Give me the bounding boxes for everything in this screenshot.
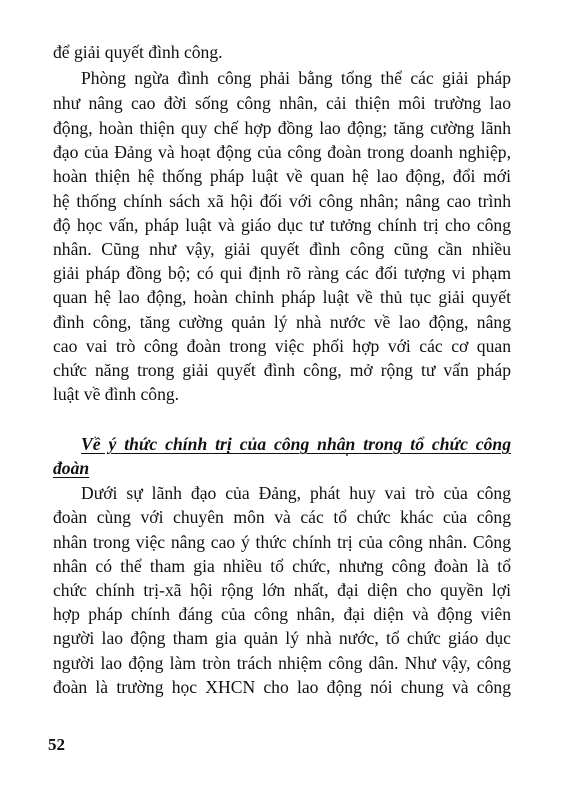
print-speck [346, 454, 348, 456]
text-line: như nâng cao đời sống công nhân, cải thiện môi trường lao [53, 93, 511, 113]
text-line: đình công, tăng cường quản lý nhà nước về lao động, nâng [53, 312, 511, 332]
text-line: hợp pháp chính đáng của công nhân, đại diện và động viên [53, 604, 511, 624]
paragraph-first-line: Phòng ngừa đình công phải bằng tổng thể các giải pháp [81, 68, 511, 88]
text-line: đạo của Đảng và hoạt động của công đoàn trong doanh nghiệp, [53, 142, 511, 162]
text-line: nhân. Cũng như vậy, giải quyết đình công cũng cần nhiều [53, 239, 511, 259]
text-line: luật về đình công. [53, 384, 180, 404]
section-heading-continuation: đoàn [53, 458, 90, 478]
text-line: giải pháp đồng bộ; có qui định rõ ràng các đối tượng vi phạm [53, 263, 511, 283]
text-line: để giải quyết đình công. [53, 42, 223, 62]
text-line: hoàn thiện hệ thống pháp luật về quan hệ lao động, đổi mới [53, 166, 511, 186]
text-line: chức chính trị-xã hội rộng lớn nhất, đại diện cho quyền lợi [53, 580, 511, 600]
text-line: chức năng trong giải quyết đình công, mở rộng tư vấn pháp [53, 360, 511, 380]
page-number: 52 [48, 735, 65, 754]
text-line: đoàn cùng với chuyên môn và các tổ chức khác của công [53, 507, 511, 527]
text-line: hệ thống chính sách xã hội đối với công nhân; nâng cao trình [53, 191, 511, 211]
text-line: người lao động tham gia quản lý nhà nước, tổ chức giáo dục [53, 628, 511, 648]
paragraph-first-line: Dưới sự lãnh đạo của Đảng, phát huy vai trò của công [81, 483, 511, 503]
text-line: đoàn là trường học XHCN cho lao động nói chung và công [53, 677, 511, 697]
text-line: nhân trong việc nâng cao ý thức chính trị của công nhân. Công [53, 532, 511, 552]
section-heading: Về ý thức chính trị của công nhân trong tổ chức công [81, 434, 511, 454]
text-line: cao vai trò công đoàn trong việc phối hợp với các cơ quan [53, 336, 511, 356]
text-line: người lao động làm tròn trách nhiệm công dân. Như vậy, công [53, 653, 511, 673]
text-line: độ học vấn, pháp luật và giáo dục tư tưởng chính trị cho công [53, 215, 511, 235]
text-line: quan hệ lao động, hoàn chỉnh pháp luật về thủ tục giải quyết [53, 287, 511, 307]
text-line: động, hoàn thiện quy chế hợp đồng lao động; tăng cường lãnh [53, 118, 511, 138]
text-line: nhân có thể tham gia nhiều tổ chức, nhưng công đoàn là tổ [53, 556, 511, 576]
